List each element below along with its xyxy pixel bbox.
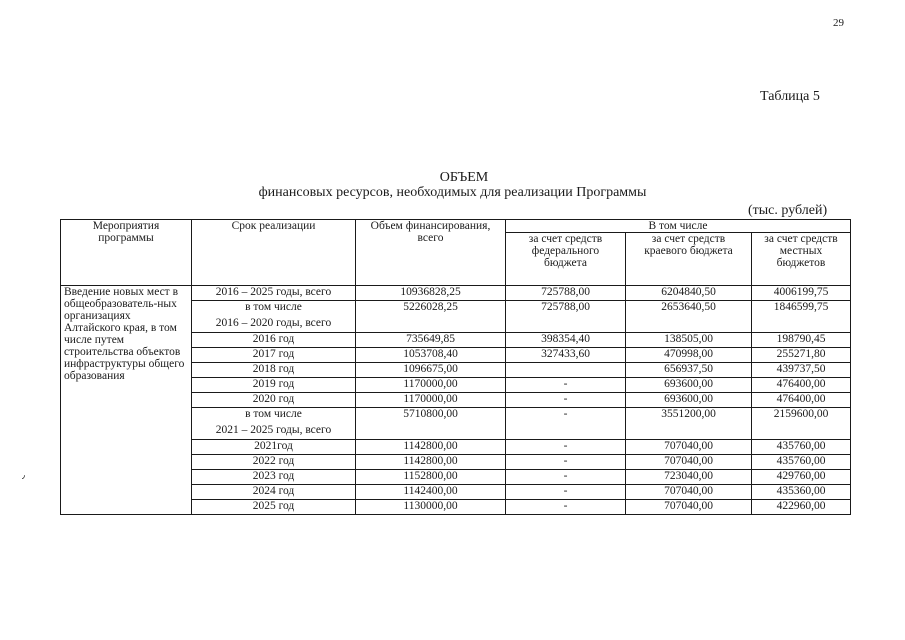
local-cell: 255271,80 <box>752 348 851 363</box>
total-cell: 1053708,40 <box>356 348 506 363</box>
header-measures: Мероприятия программы <box>61 220 192 286</box>
federal-cell: - <box>506 440 626 455</box>
federal-cell: - <box>506 485 626 500</box>
financing-table <box>60 219 851 515</box>
regional-cell: 138505,00 <box>626 333 752 348</box>
regional-cell: 470998,00 <box>626 348 752 363</box>
regional-cell: 656937,50 <box>626 363 752 378</box>
local-cell: 422960,00 <box>752 500 851 515</box>
total-cell: 5710800,00 <box>356 408 506 440</box>
header-period: Срок реализации <box>192 220 356 286</box>
federal-cell: 398354,40 <box>506 333 626 348</box>
regional-cell: 6204840,50 <box>626 286 752 301</box>
local-cell: 476400,00 <box>752 378 851 393</box>
regional-cell: 693600,00 <box>626 393 752 408</box>
period-cell: 2016 год <box>192 333 356 348</box>
local-cell: 198790,45 <box>752 333 851 348</box>
period-cell: 2025 год <box>192 500 356 515</box>
local-cell: 435760,00 <box>752 440 851 455</box>
units-note: (тыс. рублей) <box>748 203 828 218</box>
table-body <box>61 286 851 515</box>
regional-cell: 723040,00 <box>626 470 752 485</box>
period-cell <box>192 408 356 440</box>
federal-cell: 327433,60 <box>506 348 626 363</box>
local-cell: 439737,50 <box>752 363 851 378</box>
header-including: В том числе <box>506 220 851 233</box>
document-title <box>0 170 905 200</box>
scan-mark: ٫ <box>22 470 25 480</box>
header-federal: за счет средств федерального бюджета <box>506 233 626 286</box>
total-cell: 1142800,00 <box>356 440 506 455</box>
total-cell: 1142400,00 <box>356 485 506 500</box>
period-subtitle: в том числе <box>245 408 302 420</box>
local-cell: 1846599,75 <box>752 301 851 333</box>
local-cell: 429760,00 <box>752 470 851 485</box>
period-cell: 2024 год <box>192 485 356 500</box>
federal-cell: - <box>506 378 626 393</box>
federal-cell: - <box>506 500 626 515</box>
title-line-1: ОБЪЕМ <box>439 170 489 185</box>
regional-cell: 707040,00 <box>626 500 752 515</box>
header-local: за счет средств местных бюджетов <box>752 233 851 286</box>
total-cell: 5226028,25 <box>356 301 506 333</box>
federal-cell: - <box>506 455 626 470</box>
total-cell: 1170000,00 <box>356 393 506 408</box>
total-cell: 1142800,00 <box>356 455 506 470</box>
federal-cell: - <box>506 470 626 485</box>
total-cell: 735649,85 <box>356 333 506 348</box>
period-cell: 2017 год <box>192 348 356 363</box>
local-cell: 435360,00 <box>752 485 851 500</box>
period-cell: 2016 – 2025 годы, всего <box>192 286 356 301</box>
period-cell: 2022 год <box>192 455 356 470</box>
federal-cell: - <box>506 408 626 440</box>
table-row <box>61 286 851 301</box>
period-cell: 2020 год <box>192 393 356 408</box>
federal-cell: 725788,00 <box>506 286 626 301</box>
table-label: Таблица 5 <box>760 89 820 104</box>
period-cell <box>192 301 356 333</box>
total-cell: 10936828,25 <box>356 286 506 301</box>
title-line-2: финансовых ресурсов, необходимых для реализации Программы <box>258 185 647 200</box>
local-cell: 4006199,75 <box>752 286 851 301</box>
local-cell: 2159600,00 <box>752 408 851 440</box>
regional-cell: 2653640,50 <box>626 301 752 333</box>
federal-cell: - <box>506 393 626 408</box>
total-cell: 1096675,00 <box>356 363 506 378</box>
page-number: 29 <box>833 17 844 29</box>
period-cell: 2018 год <box>192 363 356 378</box>
period-cell: 2023 год <box>192 470 356 485</box>
regional-cell: 707040,00 <box>626 485 752 500</box>
header-total: Объем финансирования, всего <box>356 220 506 286</box>
period-cell: 2019 год <box>192 378 356 393</box>
regional-cell: 3551200,00 <box>626 408 752 440</box>
local-cell: 435760,00 <box>752 455 851 470</box>
regional-cell: 693600,00 <box>626 378 752 393</box>
period-subtotal: 2016 – 2020 годы, всего <box>215 317 332 329</box>
header-regional: за счет средств краевого бюджета <box>626 233 752 286</box>
period-subtitle: в том числе <box>245 301 302 313</box>
period-subtotal: 2021 – 2025 годы, всего <box>215 424 332 436</box>
total-cell: 1152800,00 <box>356 470 506 485</box>
total-cell: 1130000,00 <box>356 500 506 515</box>
local-cell: 476400,00 <box>752 393 851 408</box>
federal-cell: 725788,00 <box>506 301 626 333</box>
total-cell: 1170000,00 <box>356 378 506 393</box>
federal-cell <box>506 363 626 378</box>
regional-cell: 707040,00 <box>626 440 752 455</box>
regional-cell: 707040,00 <box>626 455 752 470</box>
measure-cell: Введение новых мест в общеобразователь-ных организациях Алтайского края, в том числе путем строительства объектов инфраструктуры общего образования <box>61 286 192 515</box>
period-cell: 2021год <box>192 440 356 455</box>
